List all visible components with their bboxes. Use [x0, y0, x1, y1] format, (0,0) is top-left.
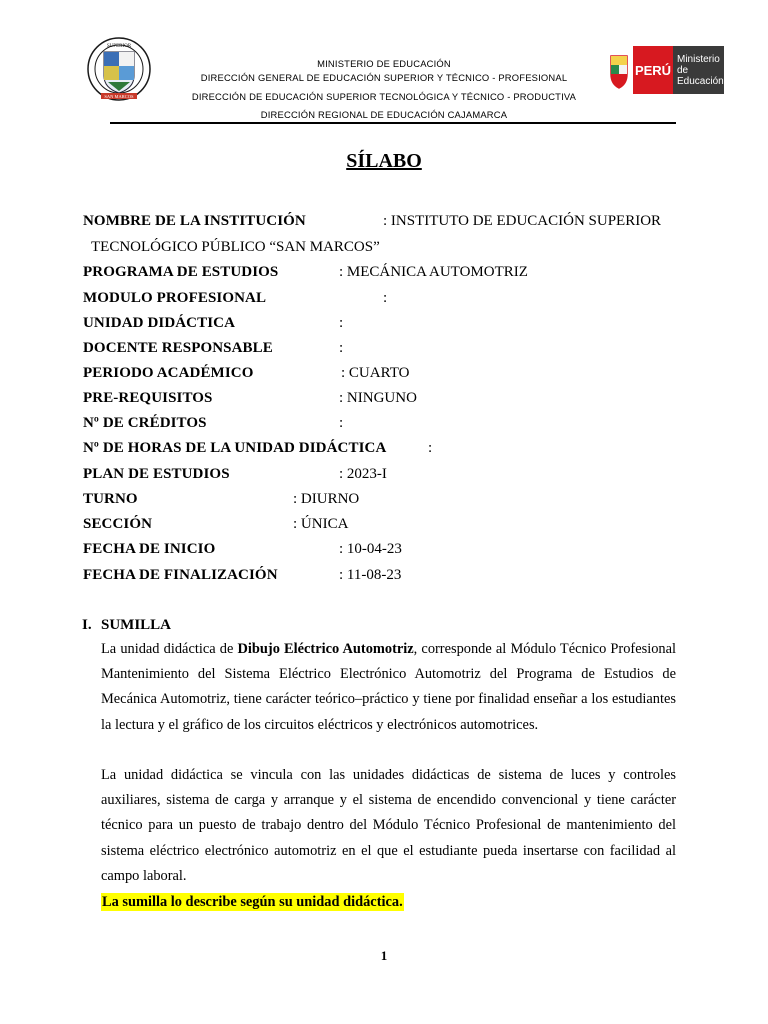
logo-text-bottom: SAN MARCOS: [104, 94, 134, 99]
field-value-fin: : 11-08-23: [339, 567, 402, 583]
section-number: I.: [82, 617, 92, 633]
field-value-seccion: : ÚNICA: [293, 516, 349, 532]
field-value-horas: :: [428, 440, 433, 456]
field-value-creditos: :: [339, 415, 344, 431]
field-value-plan: : 2023-I: [339, 466, 387, 482]
header-regional: DIRECCIÓN REGIONAL DE EDUCACIÓN CAJAMARCA: [260, 109, 508, 120]
field-value-institucion: : INSTITUTO DE EDUCACIÓN SUPERIOR: [383, 213, 662, 229]
field-label-periodo: PERIODO ACADÉMICO: [83, 365, 254, 381]
peru-label: PERÚ: [633, 46, 673, 94]
header-ministry: MINISTERIO DE EDUCACIÓN: [317, 58, 451, 69]
field-value-prereq: : NINGUNO: [339, 390, 417, 406]
field-label-unidad: UNIDAD DIDÁCTICA: [83, 315, 236, 331]
header-direction-general: DIRECCIÓN GENERAL DE EDUCACIÓN SUPERIOR Y TÉCNICO - PROFESIONAL: [200, 72, 568, 83]
sumilla-p1-pre: La unidad didáctica de: [101, 641, 238, 657]
sumilla-paragraph-1: [101, 637, 676, 738]
field-label-horas: Nº DE HORAS DE LA UNIDAD DIDÁCTICA: [83, 440, 387, 456]
field-label-inicio: FECHA DE INICIO: [83, 541, 216, 557]
sumilla-paragraph-2: La unidad didáctica se vincula con las unidades didácticas de sistema de luces y controles auxiliares, sistema de carga y arranque y el sistema de encendido convencional y tiene carácter técnico para un puesto de trabajo dentro del Módulo Técnico Profesional de mantenimiento del sistema eléctrico electrónico automotriz en el que el estudiante pueda insertarse con facilidad al campo laboral.: [101, 767, 676, 884]
field-label-turno: TURNO: [83, 491, 138, 507]
field-label-modulo: MODULO PROFESIONAL: [83, 290, 267, 306]
field-value-periodo: : CUARTO: [341, 365, 410, 381]
field-value-institucion-2: TECNOLÓGICO PÚBLICO “SAN MARCOS”: [91, 239, 380, 255]
field-value-turno: : DIURNO: [293, 491, 360, 507]
field-value-inicio: : 10-04-23: [339, 541, 402, 557]
field-value-unidad: :: [339, 315, 344, 331]
sumilla-p1-post: , corresponde al Módulo Técnico Profesional Mantenimiento del Sistema Eléctrico Electrónico Automotriz del Programa de Estudios de Mecánica Automotriz, tiene carácter teórico–práctico y tiene por finalidad enseñar a los estudiantes la lectura y el gráfico de los circuitos eléctricos y electrónicos automotrices.: [101, 641, 676, 733]
sumilla-highlight: La sumilla lo describe según su unidad didáctica.: [102, 894, 403, 910]
ministry-label: Ministerio de Educación: [673, 46, 724, 94]
field-label-docente: DOCENTE RESPONSABLE: [83, 340, 273, 356]
field-label-plan: PLAN DE ESTUDIOS: [83, 466, 230, 482]
ministry-logo: [608, 46, 724, 94]
header-direction-tech: DIRECCIÓN DE EDUCACIÓN SUPERIOR TECNOLÓGICA Y TÉCNICO - PRODUCTIVA: [191, 91, 577, 102]
field-label-programa: PROGRAMA DE ESTUDIOS: [83, 264, 279, 280]
field-value-docente: :: [339, 340, 344, 356]
field-label-institucion: NOMBRE DE LA INSTITUCIÓN: [83, 213, 306, 229]
section-title: SUMILLA: [101, 617, 172, 633]
header-divider: [110, 122, 676, 124]
field-value-modulo: :: [383, 290, 388, 306]
page-title: SÍLABO: [346, 150, 422, 172]
field-label-seccion: SECCIÓN: [83, 516, 153, 532]
field-label-prereq: PRE-REQUISITOS: [83, 390, 213, 406]
sumilla-p1-bold: Dibujo Eléctrico Automotriz: [237, 641, 414, 657]
field-value-programa: : MECÁNICA AUTOMOTRIZ: [339, 264, 528, 280]
field-label-creditos: Nº DE CRÉDITOS: [83, 415, 207, 431]
field-label-fin: FECHA DE FINALIZACIÓN: [83, 567, 278, 583]
page-number: 1: [380, 948, 388, 963]
peru-shield-icon: [608, 46, 630, 94]
logo-text-top: SUPERIOR: [106, 44, 132, 49]
